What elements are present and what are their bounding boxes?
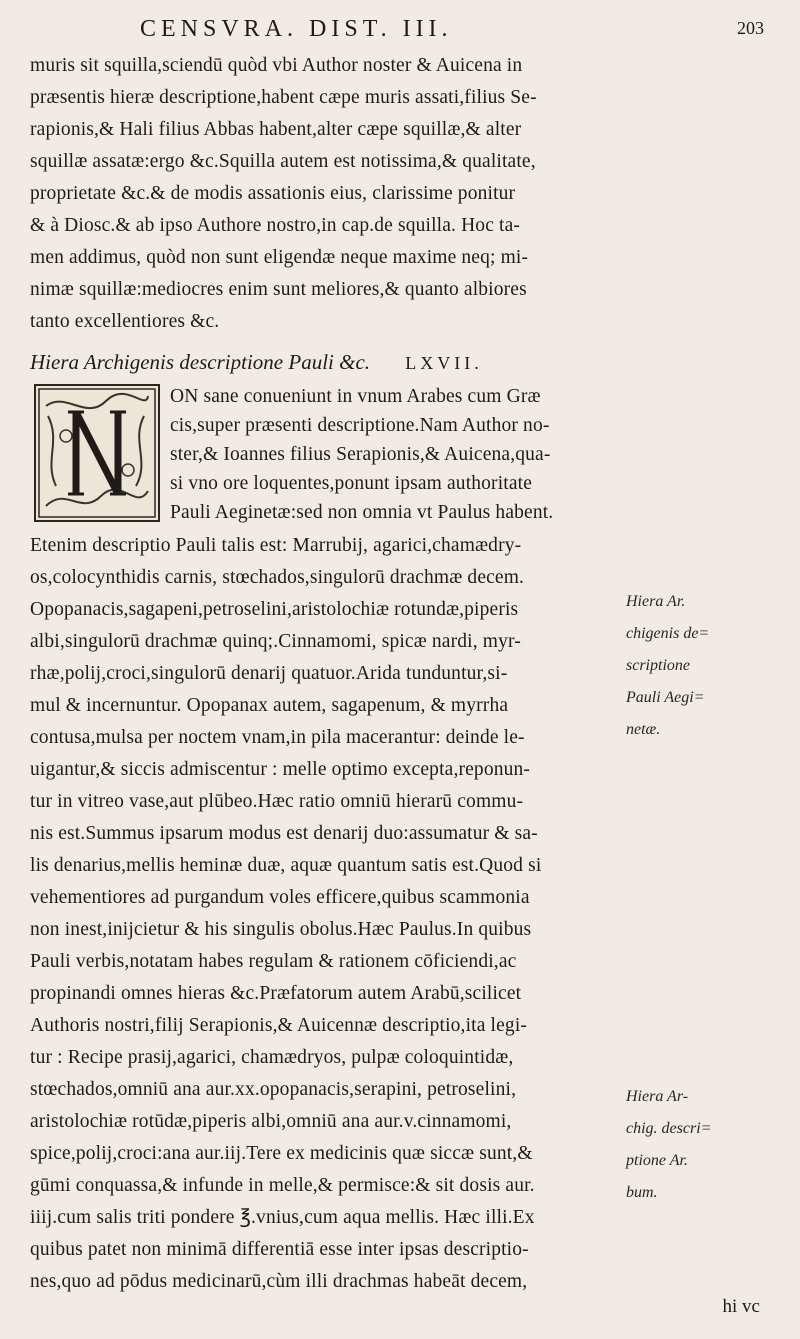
- text-line: muris sit squilla,sciendū quòd vbi Author noster & Auicena in: [30, 55, 523, 76]
- text-line: tur in vitreo vase,aut plūbeo.Hæc ratio omniū hierarū commu-: [30, 791, 524, 812]
- margin-line: bum.: [626, 1184, 658, 1201]
- margin-line: chig. descri=: [626, 1120, 712, 1137]
- text-line: iiij.cum salis triti pondere ℥.vnius,cum aqua mellis. Hæc illi.Ex: [30, 1207, 535, 1228]
- text-line: aristolochiæ rotūdæ,piperis albi,omniū ana aur.v.cinnamomi,: [30, 1111, 512, 1132]
- text-line: lis denarius,mellis heminæ duæ, aquæ quantum satis est.Quod si: [30, 855, 542, 876]
- section-heading: [30, 338, 730, 382]
- section-title: Hiera Archigenis descriptione Pauli &c.: [30, 350, 371, 374]
- margin-note-1: [626, 586, 796, 746]
- text-line: ster,& Ioannes filius Serapionis,& Auicena,qua-: [170, 444, 551, 465]
- text-line: rhæ,polij,croci,singulorū denarij quatuor.Arida tunduntur,si-: [30, 663, 508, 684]
- running-head: CENSVRA. DIST. III.: [140, 16, 453, 42]
- margin-line: ptione Ar.: [626, 1152, 688, 1169]
- text-line: os,colocynthidis carnis, stœchados,singulorū drachmæ decem.: [30, 567, 525, 588]
- text-line: Etenim descriptio Pauli talis est: Marrubij, agarici,chamædry-: [30, 535, 522, 556]
- text-line: propinandi omnes hieras &c.Præfatorum autem Arabū,scilicet: [30, 983, 522, 1004]
- text-line: gūmi conquassa,& infunde in melle,& permisce:& sit dosis aur.: [30, 1175, 535, 1196]
- margin-line: Hiera Ar-: [626, 1088, 689, 1105]
- margin-note-2: [626, 1081, 796, 1209]
- text-line: Authoris nostri,filij Serapionis,& Auicennæ descriptio,ita legi-: [30, 1015, 528, 1036]
- body-text: [30, 50, 730, 1298]
- text-line: spice,polij,croci:ana aur.iij.Tere ex medicinis quæ siccæ sunt,&: [30, 1143, 533, 1164]
- text-line: squillæ assatæ:ergo &c.Squilla autem est notissima,& qualitate,: [30, 151, 536, 172]
- text-line: & à Diosc.& ab ipso Authore nostro,in cap.de squilla. Hoc ta-: [30, 215, 521, 236]
- text-line: men addimus, quòd non sunt eligendæ neque maxime neq; mi-: [30, 247, 529, 268]
- margin-line: chigenis de=: [626, 625, 710, 642]
- text-line: mul & incernuntur. Opopanax autem, sagapenum, & myrrha: [30, 695, 509, 716]
- text-line: ON sane conueniunt in vnum Arabes cum Græ: [170, 386, 541, 407]
- text-line: si vno ore loquentes,ponunt ipsam authoritate: [170, 473, 533, 494]
- text-line: proprietate &c.& de modis assationis eius, clarissime ponitur: [30, 183, 516, 204]
- text-line: quibus patet non minimā differentiā esse inter ipsas descriptio-: [30, 1239, 529, 1260]
- text-line: tur : Recipe prasij,agarici, chamædryos, pulpæ coloquintidæ,: [30, 1047, 514, 1068]
- ornamental-initial-icon: [34, 384, 160, 522]
- margin-line: Pauli Aegi=: [626, 689, 705, 706]
- page-header: [0, 12, 800, 46]
- text-line: vehementiores ad purgandum voles efficere,quibus scammonia: [30, 887, 530, 908]
- margin-line: Hiera Ar.: [626, 593, 686, 610]
- page-number: 203: [737, 18, 764, 38]
- text-line: nis est.Summus ipsarum modus est denarij duo:assumatur & sa-: [30, 823, 538, 844]
- initial-block: [30, 382, 730, 530]
- text-line: cis,super præsenti descriptione.Nam Author no-: [170, 415, 550, 436]
- text-line: rapionis,& Hali filius Abbas habent,alter cæpe squillæ,& alter: [30, 119, 522, 140]
- text-line: præsentis hieræ descriptione,habent cæpe muris assati,filius Se-: [30, 87, 537, 108]
- text-line: tanto excellentiores &c.: [30, 311, 220, 332]
- text-line: stœchados,omniū ana aur.xx.opopanacis,serapini, petroselini,: [30, 1079, 517, 1100]
- text-line: uigantur,& siccis admiscentur : melle optimo excepta,reponun-: [30, 759, 531, 780]
- initial-lines: [170, 382, 553, 527]
- text-line: albi,singulorū drachmæ quinq;.Cinnamomi, spicæ nardi, myr-: [30, 631, 521, 652]
- text-line: Opopanacis,sagapeni,petroselini,aristolochiæ rotundæ,piperis: [30, 599, 519, 620]
- text-line: nimæ squillæ:mediocres enim sunt meliores,& quanto albiores: [30, 279, 527, 300]
- paragraph-2: [30, 530, 730, 1298]
- margin-line: netæ.: [626, 721, 661, 738]
- margin-line: scriptione: [626, 657, 690, 674]
- text-line: Pauli Aeginetæ:sed non omnia vt Paulus habent.: [170, 502, 554, 523]
- text-line: non inest,inijcietur & his singulis obolus.Hæc Paulus.In quibus: [30, 919, 532, 940]
- section-number: LXVII.: [405, 353, 483, 373]
- paragraph-1: [30, 50, 730, 338]
- text-line: contusa,mulsa per noctem vnam,in pila macerantur: deinde le-: [30, 727, 525, 748]
- catchword: hi vc: [722, 1296, 760, 1317]
- text-line: nes,quo ad pōdus medicinarū,cùm illi drachmas habeāt decem,: [30, 1271, 528, 1292]
- text-line: Pauli verbis,notatam habes regulam & rationem cōficiendi,ac: [30, 951, 517, 972]
